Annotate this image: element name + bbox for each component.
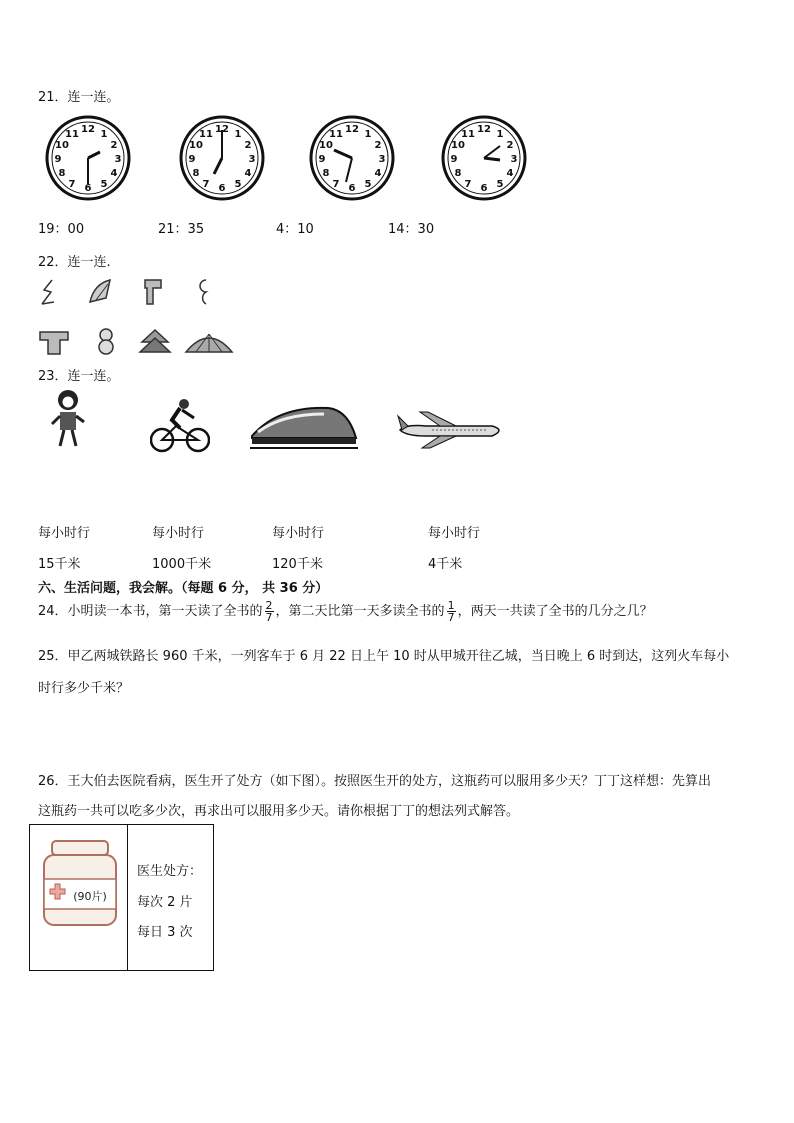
q22-title: 22．连一连. (38, 255, 111, 270)
clock-icon (44, 112, 132, 202)
svg-text:9: 9 (318, 154, 326, 165)
svg-text:12: 12 (345, 124, 359, 135)
speed-value: 120千米 (272, 557, 323, 572)
time-label: 21：35 (158, 222, 205, 237)
svg-text:7: 7 (68, 179, 76, 190)
svg-text:10: 10 (319, 140, 333, 151)
svg-text:6: 6 (480, 183, 488, 194)
speed-label: 每小时行 (152, 526, 205, 541)
prescription-table (29, 824, 214, 971)
svg-text:2: 2 (374, 140, 382, 151)
q24-text (38, 600, 653, 623)
section-title: 六、生活问题，我会解。（每题 6 分， 共 36 分） (38, 581, 329, 596)
svg-text:1: 1 (364, 129, 372, 140)
svg-text:11: 11 (65, 129, 79, 140)
speed-value: 1000千米 (152, 557, 212, 572)
svg-text:6: 6 (218, 183, 226, 194)
svg-text:1: 1 (496, 129, 504, 140)
svg-text:4: 4 (110, 168, 118, 179)
cyclist-icon (150, 396, 210, 454)
svg-text:3: 3 (114, 154, 122, 165)
svg-text:8: 8 (192, 168, 200, 179)
svg-text:9: 9 (54, 154, 62, 165)
fraction-denominator: 7 (265, 611, 273, 624)
q25-line2: 时行多少千米？ (38, 681, 130, 696)
q25-line1: 25．甲乙两城铁路长 960 千米，一列客车于 6 月 22 日上午 10 时从甲城开往乙城，当日晚上 6 时到达，这列火车每小 (38, 649, 730, 664)
svg-text:11: 11 (461, 129, 475, 140)
svg-text:2: 2 (110, 140, 118, 151)
svg-text:12: 12 (477, 124, 491, 135)
svg-text:4: 4 (506, 168, 514, 179)
svg-text:4: 4 (244, 168, 252, 179)
umbrella-icon (184, 330, 234, 354)
svg-text:3: 3 (510, 154, 518, 165)
svg-text:5: 5 (234, 179, 242, 190)
rx-frequency: 每日 3 次 (137, 925, 193, 940)
tree-icon (138, 328, 172, 356)
fraction-numerator: 1 (447, 599, 455, 612)
svg-text:12: 12 (81, 124, 95, 135)
q23-title: 23．连一连。 (38, 369, 120, 384)
svg-text:11: 11 (329, 129, 343, 140)
rx-title: 医生处方： (137, 864, 203, 879)
fraction (265, 600, 274, 623)
svg-text:1: 1 (234, 129, 242, 140)
fraction-numerator: 2 (265, 599, 273, 612)
airplane-icon (396, 410, 508, 450)
half-umbrella-icon (86, 278, 114, 304)
q26-line2: 这瓶药一共可以吃多少次，再求出可以服用多少天。请你根据丁丁的想法列式解答。 (38, 804, 520, 819)
svg-text:5: 5 (496, 179, 504, 190)
speed-label: 每小时行 (428, 526, 481, 541)
fraction-denominator: 7 (447, 611, 455, 624)
half-mushroom-icon (143, 278, 163, 306)
svg-text:7: 7 (202, 179, 210, 190)
q24-part3: ，两天一共读了全书的几分之几？ (457, 604, 653, 619)
clock-icon (178, 112, 266, 202)
speed-label: 每小时行 (272, 526, 325, 541)
clock-icon (440, 112, 528, 202)
svg-text:6: 6 (84, 183, 92, 194)
svg-text:2: 2 (244, 140, 252, 151)
svg-text:11: 11 (199, 129, 213, 140)
svg-text:7: 7 (464, 179, 472, 190)
q24-part1: 24．小明读一本书，第一天读了全书的 (38, 604, 263, 619)
half-snowman-icon (194, 278, 210, 306)
svg-text:7: 7 (332, 179, 340, 190)
svg-text:4: 4 (374, 168, 382, 179)
svg-text:8: 8 (454, 168, 462, 179)
svg-text:9: 9 (188, 154, 196, 165)
q26-line1: 26．王大伯去医院看病，医生开了处方（如下图）。按照医生开的处方，这瓶药可以服用多少天？丁丁这样想：先算出 (38, 774, 712, 789)
svg-text:10: 10 (55, 140, 69, 151)
girl-walking-icon (48, 388, 88, 450)
svg-text:10: 10 (451, 140, 465, 151)
svg-text:6: 6 (348, 183, 356, 194)
svg-text:10: 10 (189, 140, 203, 151)
svg-text:1: 1 (100, 129, 108, 140)
svg-text:2: 2 (506, 140, 514, 151)
speed-label: 每小时行 (38, 526, 91, 541)
q21-title: 21．连一连。 (38, 90, 120, 105)
table-divider (127, 825, 128, 970)
fraction (447, 600, 456, 623)
snowman-icon (94, 326, 118, 356)
speed-value: 15千米 (38, 557, 81, 572)
svg-text:8: 8 (58, 168, 66, 179)
train-icon (248, 402, 360, 450)
svg-text:5: 5 (364, 179, 372, 190)
svg-text:9: 9 (450, 154, 458, 165)
svg-text:5: 5 (100, 179, 108, 190)
bottle-label: (90片) (73, 890, 107, 903)
q24-part2: ，第二天比第一天多读全书的 (275, 604, 445, 619)
time-label: 14：30 (388, 222, 435, 237)
svg-text:3: 3 (378, 154, 386, 165)
svg-text:3: 3 (248, 154, 256, 165)
speed-value: 4千米 (428, 557, 463, 572)
rx-dose: 每次 2 片 (137, 895, 193, 910)
mushroom-icon (38, 330, 70, 356)
time-label: 19：00 (38, 222, 85, 237)
half-shape-icon (38, 278, 58, 306)
svg-text:8: 8 (322, 168, 330, 179)
svg-text:12: 12 (215, 124, 229, 135)
medicine-bottle-icon (40, 839, 120, 929)
time-label: 4：10 (276, 222, 314, 237)
clock-icon (308, 112, 396, 202)
